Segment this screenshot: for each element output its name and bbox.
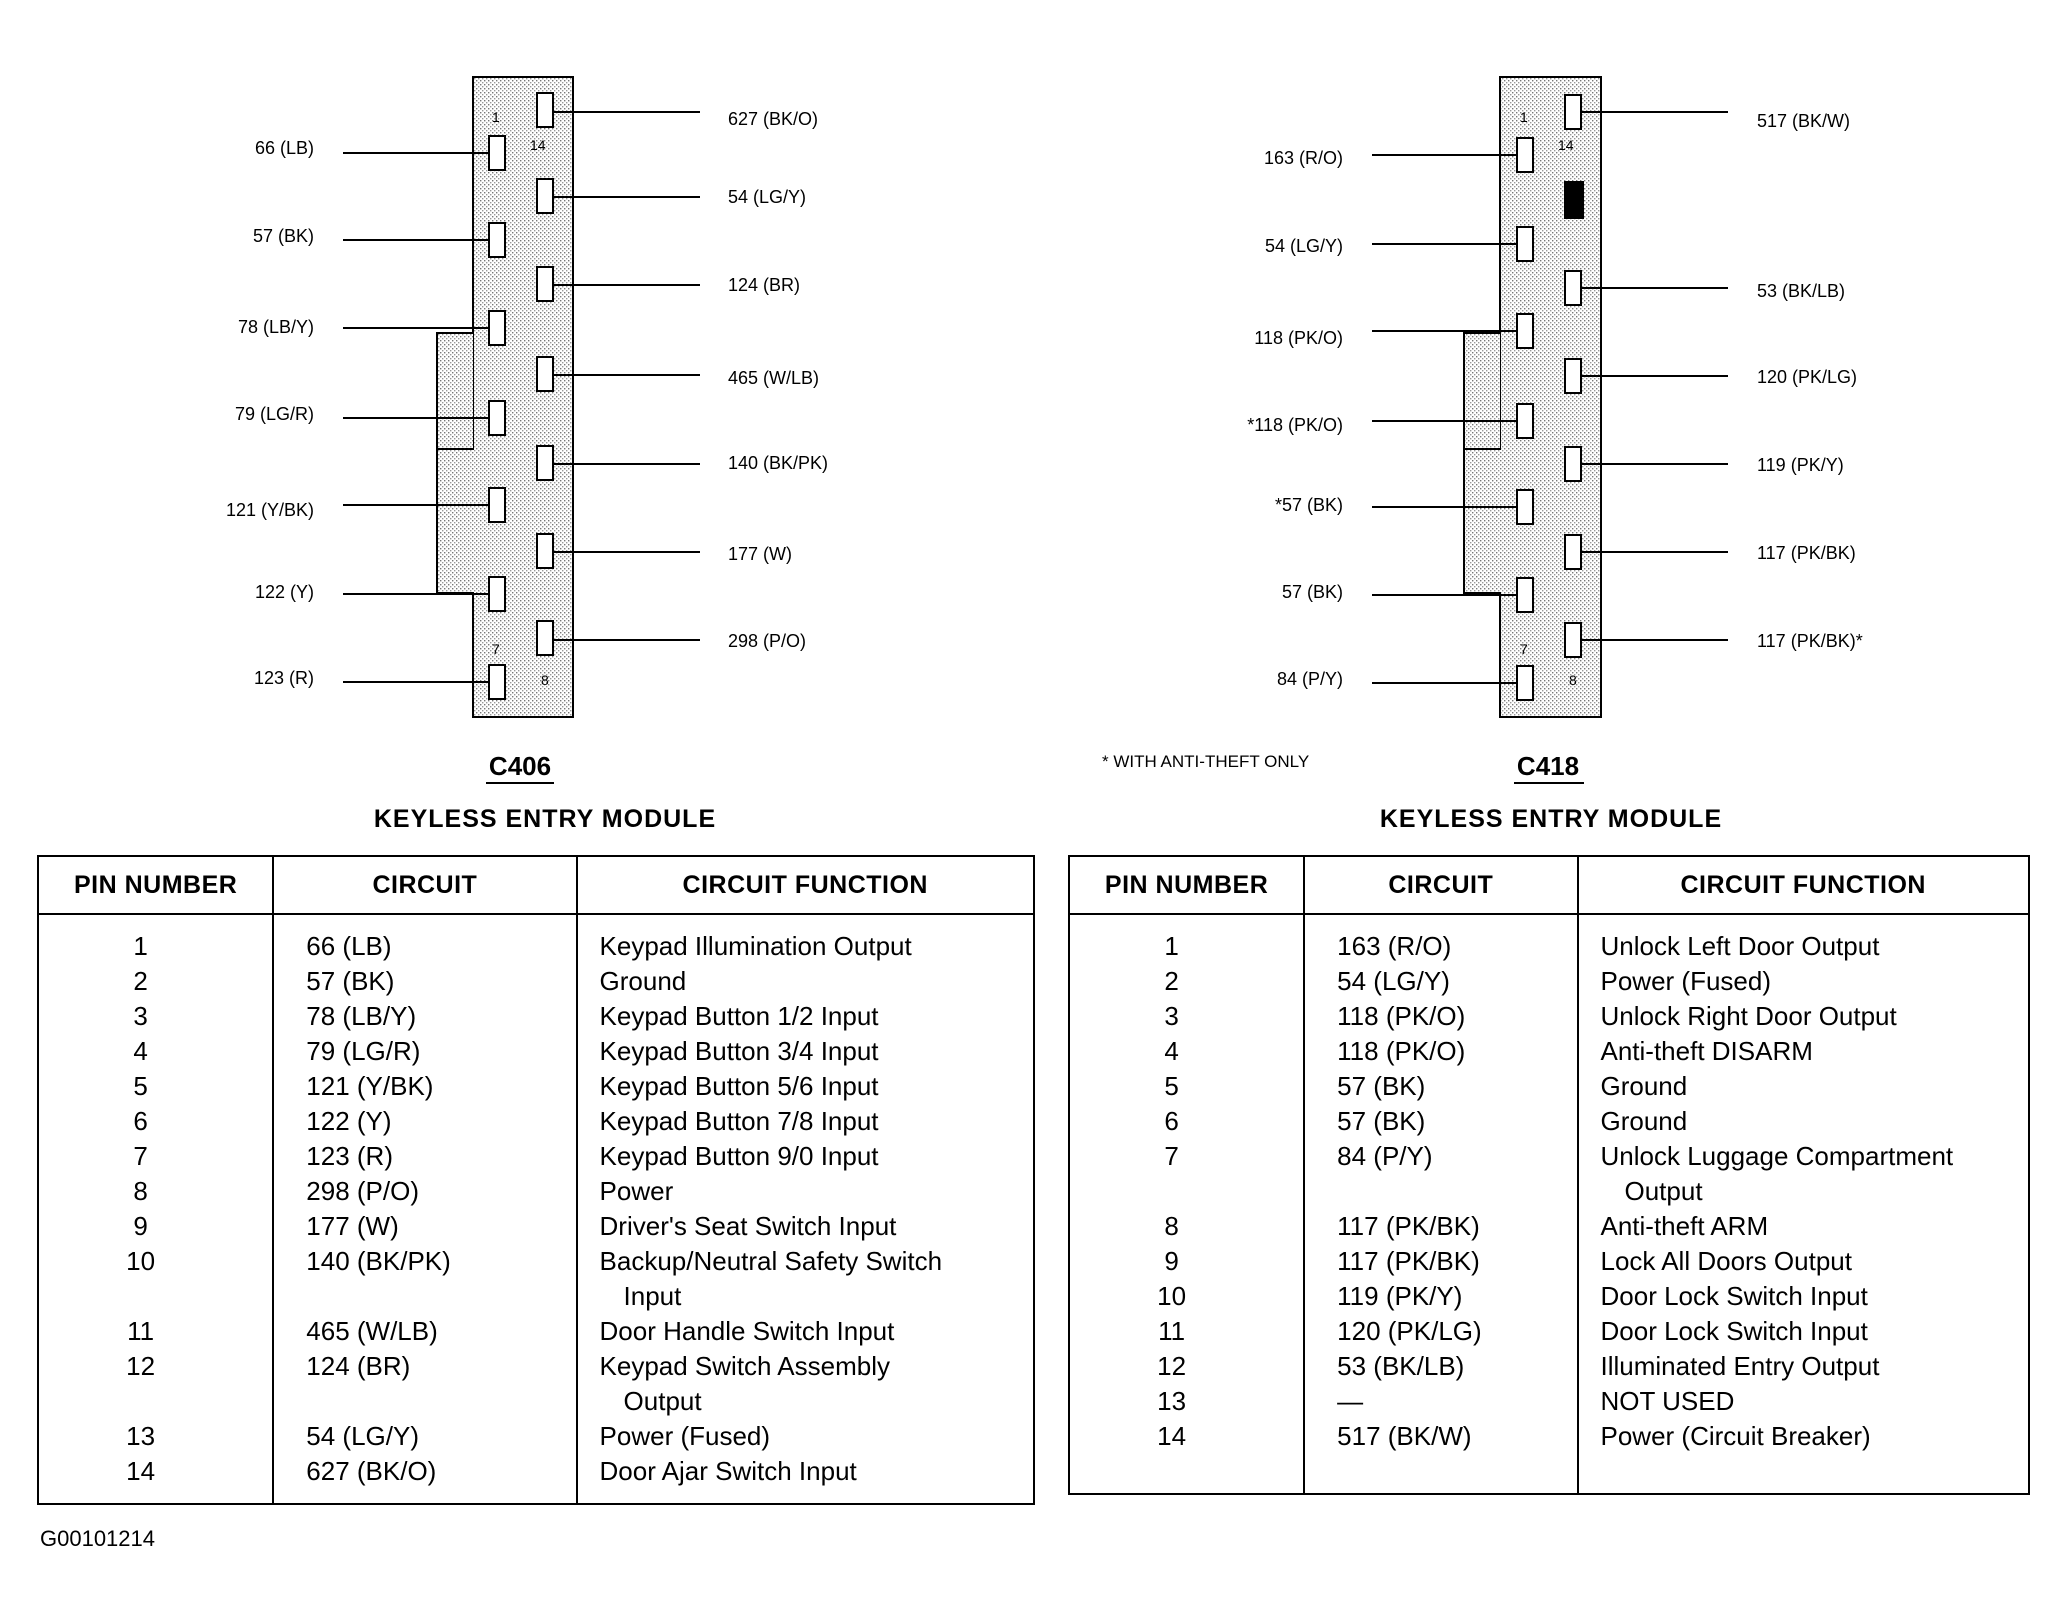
- pin-number-cell: 5: [1164, 1071, 1179, 1101]
- pin-number-cell: 6: [1164, 1106, 1179, 1136]
- function-cell: Keypad Button 1/2 Input: [599, 1001, 879, 1031]
- pin-terminal: [489, 401, 505, 435]
- pin-number-cell: 14: [126, 1456, 156, 1486]
- function-cell: Keypad Switch Assembly: [599, 1351, 890, 1381]
- circuit-cell: 120 (PK/LG): [1337, 1316, 1482, 1346]
- function-cell: Power: [599, 1176, 674, 1206]
- anti-theft-note: * WITH ANTI-THEFT ONLY: [1102, 752, 1310, 771]
- function-cell: Keypad Button 5/6 Input: [599, 1071, 879, 1101]
- circuit-cell: 163 (R/O): [1337, 931, 1452, 961]
- circuit-cell: 57 (BK): [306, 966, 395, 996]
- connector-c406: [226, 77, 828, 830]
- circuit-cell: 117 (PK/BK): [1337, 1211, 1480, 1241]
- wire-label: 79 (LG/R): [234, 404, 314, 424]
- wire-label: 78 (LB/Y): [237, 317, 314, 337]
- pin-number-cell: 8: [133, 1176, 148, 1206]
- circuit-cell: 177 (W): [306, 1211, 399, 1241]
- wire-label: *57 (BK): [1274, 495, 1343, 515]
- spacer: [39, 1279, 272, 1314]
- function-cell: NOT USED: [1600, 1386, 1735, 1416]
- right-wires: [1581, 112, 1728, 640]
- circuit-cell: 124 (BR): [306, 1351, 411, 1381]
- pin-number-cell: 14: [1157, 1421, 1187, 1451]
- pin-number-cell: 10: [126, 1246, 156, 1276]
- wire-label: 465 (W/LB): [728, 368, 820, 388]
- pin-terminal: [1517, 666, 1533, 700]
- function-cell: Unlock Luggage Compartment: [1600, 1141, 1954, 1171]
- function-cell: Door Lock Switch Input: [1600, 1316, 1868, 1346]
- circuit-cell: 79 (LG/R): [306, 1036, 421, 1066]
- pin-terminal: [489, 136, 505, 170]
- wire-label: 118 (PK/O): [1254, 328, 1343, 348]
- header-circuit-function: CIRCUIT FUNCTION: [577, 856, 1034, 914]
- connector-name-c406: C406: [488, 751, 552, 781]
- function-continuation: Output: [623, 1386, 702, 1416]
- circuit-cell: 78 (LB/Y): [306, 1001, 417, 1031]
- pin-terminal-blocked: [1565, 182, 1583, 218]
- wire-label: 627 (BK/O): [728, 109, 819, 129]
- wire-label: 123 (R): [253, 668, 314, 688]
- pin-terminal: [1517, 578, 1533, 612]
- pin-number-cell: 2: [133, 966, 148, 996]
- module-name-right: KEYLESS ENTRY MODULE: [1379, 805, 1723, 830]
- left-wires: [343, 153, 489, 682]
- header-circuit: CIRCUIT: [273, 856, 576, 914]
- pin-column: [38, 914, 273, 1504]
- pin-terminal: [489, 577, 505, 611]
- circuit-column: [1304, 914, 1577, 1494]
- function-cell-continued: [578, 1384, 1033, 1419]
- spacer: [1070, 1174, 1303, 1209]
- module-name-left: KEYLESS ENTRY MODULE: [373, 805, 717, 830]
- pin-number-cell: 3: [1164, 1001, 1179, 1031]
- function-cell: Power (Fused): [599, 1421, 771, 1451]
- circuit-cell: 57 (BK): [1337, 1071, 1426, 1101]
- circuit-cell: 118 (PK/O): [1337, 1036, 1466, 1066]
- pin-number-cell: 5: [133, 1071, 148, 1101]
- pin-terminal: [1565, 535, 1581, 569]
- pin-number-cell: 7: [133, 1141, 148, 1171]
- function-cell: Keypad Illumination Output: [599, 931, 912, 961]
- pin-terminal: [1565, 271, 1581, 305]
- wire-label: 121 (Y/BK): [225, 500, 314, 520]
- pin-terminal: [1565, 623, 1581, 657]
- figure-code: G00101214: [40, 1526, 155, 1551]
- circuit-cell: 57 (BK): [1337, 1106, 1426, 1136]
- wire-label: 124 (BR): [728, 275, 801, 295]
- circuit-cell: 54 (LG/Y): [1337, 966, 1450, 996]
- circuit-cell: 298 (P/O): [306, 1176, 419, 1206]
- wire-label: 66 (LB): [254, 138, 314, 158]
- function-cell: Ground: [1600, 1071, 1688, 1101]
- pin-terminal: [537, 534, 553, 568]
- wire-label: 119 (PK/Y): [1757, 455, 1844, 475]
- pin-terminal: [537, 357, 553, 391]
- function-cell: Driver's Seat Switch Input: [599, 1211, 897, 1241]
- pin-number-cell: 4: [133, 1036, 148, 1066]
- wire-label: 517 (BK/W): [1757, 111, 1851, 131]
- wire-label: 163 (R/O): [1263, 148, 1343, 168]
- pin-terminal: [1565, 95, 1581, 129]
- function-cell: Backup/Neutral Safety Switch: [599, 1246, 943, 1276]
- function-cell: Keypad Button 9/0 Input: [599, 1141, 879, 1171]
- pin-number-cell: 2: [1164, 966, 1179, 996]
- wire-label: 53 (BK/LB): [1757, 281, 1846, 301]
- wire-label: 117 (PK/BK): [1757, 543, 1856, 563]
- function-cell: Power (Fused): [1600, 966, 1771, 996]
- pin-terminal: [489, 223, 505, 257]
- pin-terminal: [537, 267, 553, 301]
- function-cell-continued: [578, 1279, 1033, 1314]
- header-circuit-function: CIRCUIT FUNCTION: [1578, 856, 2030, 914]
- header-circuit: CIRCUIT: [1304, 856, 1577, 914]
- wire-label: *118 (PK/O): [1247, 415, 1343, 435]
- pin-terminal: [1517, 138, 1533, 172]
- function-cell: Keypad Button 3/4 Input: [599, 1036, 879, 1066]
- pin-number-cell: 12: [126, 1351, 156, 1381]
- circuit-cell: 517 (BK/W): [1337, 1421, 1472, 1451]
- function-cell: Ground: [1600, 1106, 1688, 1136]
- pin-terminal: [489, 311, 505, 345]
- pin-label-1: 1: [1520, 109, 1528, 125]
- function-cell: Door Lock Switch Input: [1600, 1281, 1868, 1311]
- pin-label-7: 7: [1520, 641, 1528, 657]
- pin-terminal: [1565, 359, 1581, 393]
- pin-label-14: 14: [530, 137, 546, 153]
- wire-label: 57 (BK): [1281, 582, 1343, 602]
- circuit-cell: 117 (PK/BK): [1337, 1246, 1480, 1276]
- circuit-cell: 121 (Y/BK): [306, 1071, 434, 1101]
- pin-terminal: [489, 488, 505, 522]
- wire-label: 54 (LG/Y): [1264, 236, 1343, 256]
- pin-number-cell: 13: [1157, 1386, 1187, 1416]
- circuit-cell: 53 (BK/LB): [1337, 1351, 1465, 1381]
- function-cell: Lock All Doors Output: [1600, 1246, 1852, 1276]
- wire-label: 54 (LG/Y): [728, 187, 807, 207]
- pin-column: [1069, 914, 1304, 1494]
- spacer: [39, 1384, 272, 1419]
- spacer: [274, 1279, 575, 1314]
- function-cell: Door Ajar Switch Input: [599, 1456, 857, 1486]
- circuit-cell: 140 (BK/PK): [306, 1246, 451, 1276]
- pin-label-7: 7: [492, 641, 500, 657]
- header-pin-number: PIN NUMBER: [1069, 856, 1304, 914]
- pin-terminal: [537, 621, 553, 655]
- function-column: [1578, 914, 2030, 1494]
- pin-terminal: [1517, 490, 1533, 524]
- function-cell: Anti-theft DISARM: [1600, 1036, 1813, 1066]
- function-cell: Keypad Button 7/8 Input: [599, 1106, 879, 1136]
- pin-number-cell: 1: [133, 931, 148, 961]
- pin-number-cell: 11: [1158, 1316, 1186, 1346]
- circuit-column: [273, 914, 576, 1504]
- spacer: [1305, 1174, 1576, 1209]
- wire-label: 140 (BK/PK): [728, 453, 829, 473]
- pin-terminal: [1517, 314, 1533, 348]
- wire-label: 117 (PK/BK)*: [1757, 631, 1863, 651]
- pinout-table-c418: [1068, 855, 2030, 1495]
- pin-number-cell: 9: [1164, 1246, 1179, 1276]
- function-cell-continued: [1579, 1174, 2029, 1209]
- circuit-cell: 465 (W/LB): [306, 1316, 438, 1346]
- pin-number-cell: 3: [133, 1001, 148, 1031]
- function-column: [577, 914, 1034, 1504]
- circuit-cell: 119 (PK/Y): [1337, 1281, 1463, 1311]
- pin-number-cell: 1: [1164, 931, 1179, 961]
- pin-terminal: [537, 93, 553, 127]
- pin-terminal: [489, 665, 505, 699]
- header-pin-number: PIN NUMBER: [38, 856, 273, 914]
- pin-number-cell: 10: [1157, 1281, 1187, 1311]
- function-cell: Door Handle Switch Input: [599, 1316, 895, 1346]
- pin-label-8: 8: [541, 672, 549, 688]
- circuit-cell: 627 (BK/O): [306, 1456, 437, 1486]
- function-cell: Anti-theft ARM: [1600, 1211, 1769, 1241]
- wire-label: 57 (BK): [252, 226, 314, 246]
- function-cell: Ground: [599, 966, 687, 996]
- function-continuation: Output: [1624, 1176, 1703, 1206]
- pin-terminal: [1517, 404, 1533, 438]
- connector-name-c418: C418: [1516, 751, 1580, 781]
- pin-terminal: [1517, 227, 1533, 261]
- circuit-cell: 122 (Y): [306, 1106, 392, 1136]
- wire-label: 84 (P/Y): [1276, 669, 1343, 689]
- function-cell: Unlock Left Door Output: [1600, 931, 1880, 961]
- connector-c418: [1102, 77, 1863, 830]
- function-continuation: Input: [623, 1281, 682, 1311]
- pin-number-cell: 13: [126, 1421, 156, 1451]
- wire-label: 177 (W): [728, 544, 793, 564]
- wire-label: 298 (P/O): [728, 631, 807, 651]
- spacer: [274, 1384, 575, 1419]
- pin-number-cell: 9: [133, 1211, 148, 1241]
- pin-terminal: [1565, 447, 1581, 481]
- pin-number-cell: 8: [1164, 1211, 1179, 1241]
- pin-terminal: [537, 446, 553, 480]
- pin-number-cell: 11: [127, 1316, 155, 1346]
- pin-label-1: 1: [492, 109, 500, 125]
- function-cell: Unlock Right Door Output: [1600, 1001, 1897, 1031]
- pin-number-cell: 12: [1157, 1351, 1187, 1381]
- pin-number-cell: 6: [133, 1106, 148, 1136]
- pin-label-14: 14: [1558, 137, 1574, 153]
- function-cell: Illuminated Entry Output: [1600, 1351, 1880, 1381]
- circuit-cell: 84 (P/Y): [1337, 1141, 1433, 1171]
- circuit-cell: 118 (PK/O): [1337, 1001, 1466, 1031]
- pin-label-8: 8: [1569, 672, 1577, 688]
- pinout-table-c406: [37, 855, 1035, 1505]
- pin-number-cell: 4: [1164, 1036, 1179, 1066]
- circuit-cell: 66 (LB): [306, 931, 392, 961]
- right-wires: [553, 112, 700, 640]
- wire-label: 120 (PK/LG): [1757, 367, 1858, 387]
- wire-label: 122 (Y): [254, 582, 314, 602]
- circuit-cell: 123 (R): [306, 1141, 393, 1171]
- pin-terminal: [537, 179, 553, 213]
- circuit-cell: —: [1337, 1386, 1364, 1416]
- pin-number-cell: 7: [1164, 1141, 1179, 1171]
- circuit-cell: 54 (LG/Y): [306, 1421, 419, 1451]
- function-cell: Power (Circuit Breaker): [1600, 1421, 1871, 1451]
